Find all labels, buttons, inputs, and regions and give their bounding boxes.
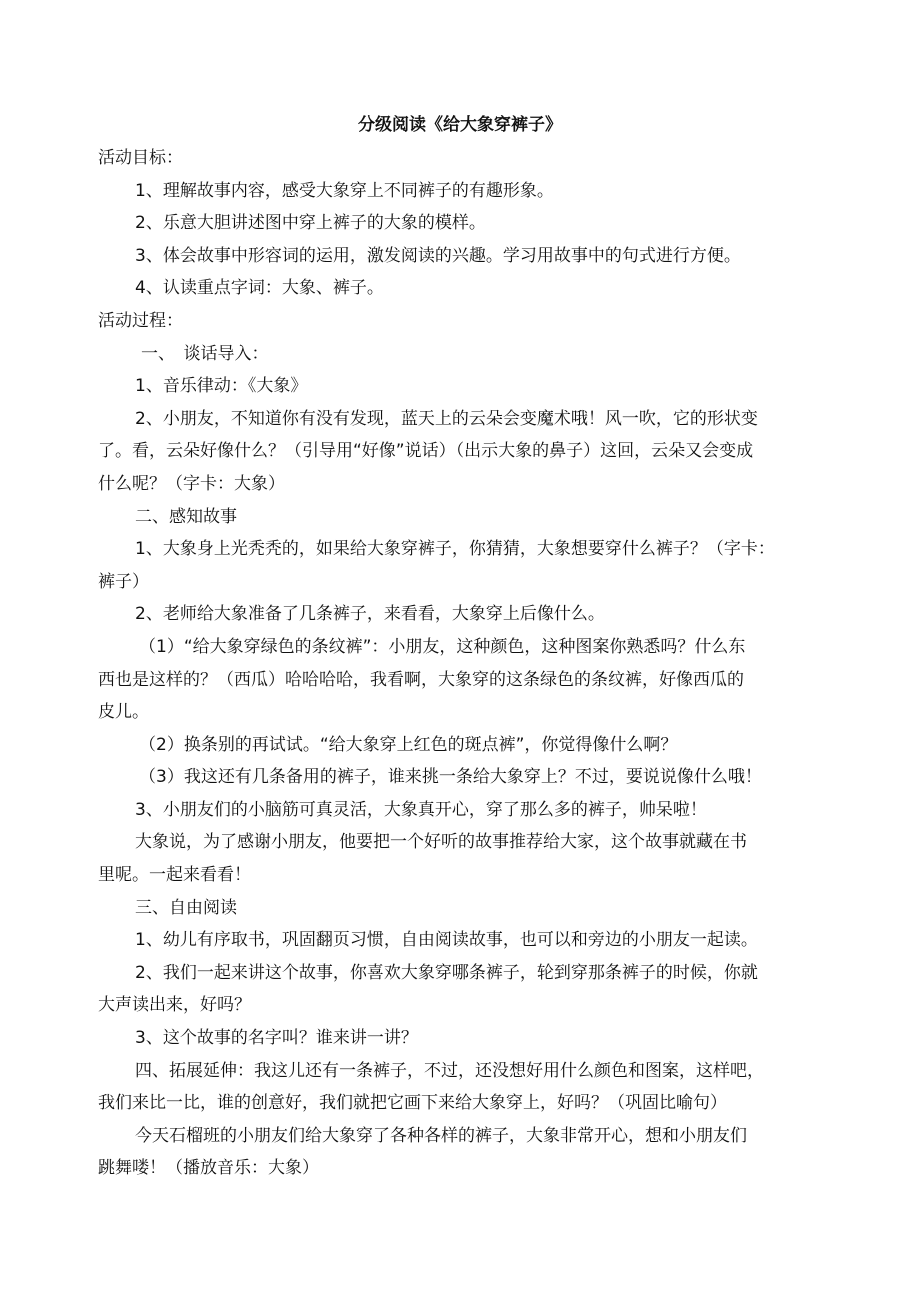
step-2-item-1-line-1: 1、大象身上光秃秃的，如果给大象穿裤子，你猜猜，大象想要穿什么裤子？（字卡： [135,539,775,560]
step-2-item-1-line-2: 裤子） [98,571,149,592]
step-heading-4-line-2: 我们来比一比，谁的创意好，我们就把它画下来给大象穿上，好吗？（巩固比喻句） [98,1093,727,1114]
step-2-item-2: 2、老师给大象准备了几条裤子，来看看，大象穿上后像什么。 [135,604,605,625]
step-1-item-2-line-3: 什么呢？（字卡：大象） [98,473,285,494]
section-heading-goals: 活动目标： [98,148,183,168]
document-page [98,112,822,1185]
step-3-item-3: 3、这个故事的名字叫？谁来讲一讲？ [135,1028,418,1049]
step-heading-2: 二、感知故事 [135,506,237,527]
step-2-sub-1-line-3: 皮儿。 [98,702,149,723]
step-2-sub-1-line-1: （1）“给大象穿绿色的条纹裤”：小朋友，这种颜色，这种图案你熟悉吗？什么东 [139,636,746,657]
closing-line-2: 跳舞喽！（播放音乐：大象） [98,1158,319,1179]
goal-item-3: 3、体会故事中形容词的运用，激发阅读的兴趣。学习用故事中的句式进行方便。 [135,245,741,266]
step-2-closing-line-1: 大象说，为了感谢小朋友，他要把一个好听的故事推荐给大家，这个故事就藏在书 [135,832,747,853]
step-2-item-3: 3、小朋友们的小脑筋可真灵活，大象真开心，穿了那么多的裤子，帅呆啦！ [135,799,707,820]
step-2-sub-1-line-2: 西也是这样的？（西瓜）哈哈哈哈，我看啊，大象穿的这条绿色的条纹裤，好像西瓜的 [98,669,744,690]
step-3-item-2-line-2: 大声读出来，好吗？ [98,995,251,1016]
step-2-sub-3: （3）我这还有几条备用的裤子，谁来挑一条给大象穿上？不过，要说说像什么哦！ [139,767,762,788]
goal-item-2: 2、乐意大胆讲述图中穿上裤子的大象的模样。 [135,213,486,234]
document-title: 分级阅读《给大象穿裤子》 [358,115,562,135]
section-heading-process: 活动过程： [98,310,183,331]
step-heading-1: 一、 谈话导入： [141,343,269,364]
step-3-item-2-line-1: 2、我们一起来讲这个故事，你喜欢大象穿哪条裤子，轮到穿那条裤子的时候，你就 [135,962,758,983]
step-1-item-2-line-1: 2、小朋友，不知道你有没有发现，蓝天上的云朵会变魔术哦！风一吹，它的形状变 [135,408,758,429]
goal-item-1: 1、理解故事内容，感受大象穿上不同裤子的有趣形象。 [135,180,554,201]
step-3-item-1: 1、幼儿有序取书，巩固翻页习惯，自由阅读故事，也可以和旁边的小朋友一起读。 [135,930,758,951]
step-1-item-1: 1、音乐律动：《大象》 [135,376,308,397]
step-2-sub-2: （2）换条别的再试试。“给大象穿上红色的斑点裤”，你觉得像什么啊？ [139,734,678,755]
step-1-item-2-line-2: 了。看，云朵好像什么？（引导用“好像”说话）（出示大象的鼻子）这回，云朵又会变成 [98,441,754,462]
step-heading-3: 三、自由阅读 [135,897,237,918]
step-heading-4-line-1: 四、拓展延伸：我这儿还有一条裤子，不过，还没想好用什么颜色和图案，这样吧， [135,1060,764,1081]
step-2-closing-line-2: 里呢。一起来看看！ [98,865,251,886]
goal-item-4: 4、认读重点字词：大象、裤子。 [135,278,384,299]
closing-line-1: 今天石榴班的小朋友们给大象穿了各种各样的裤子，大象非常开心，想和小朋友们 [135,1125,747,1146]
